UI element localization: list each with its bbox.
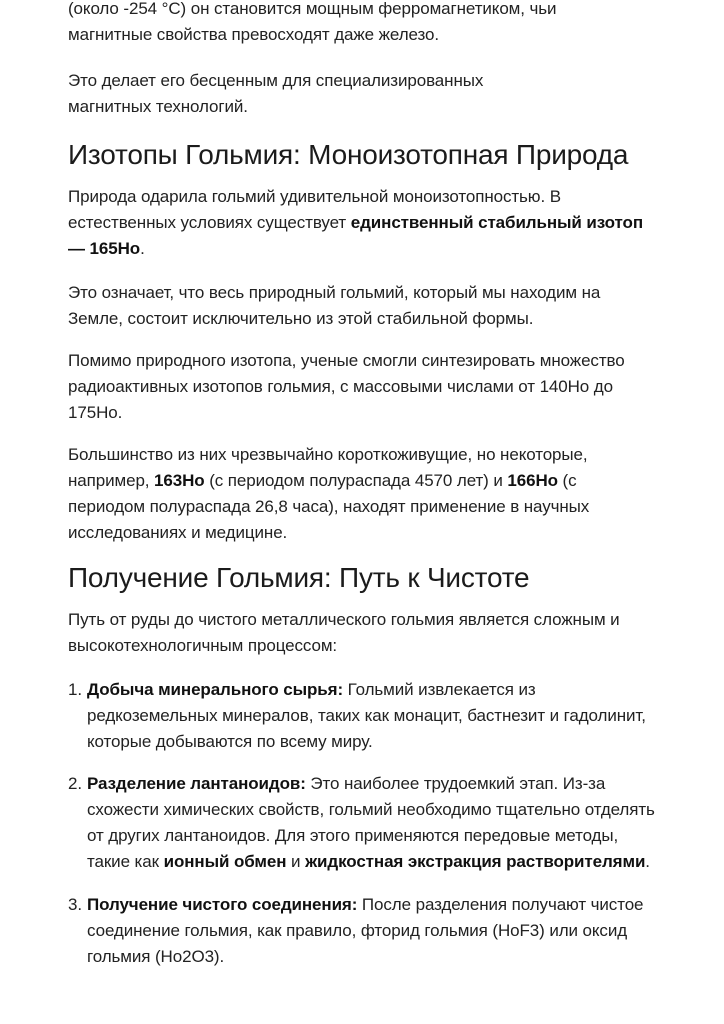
intro-continuation-line1: (около -254 °C) он становится мощным ферромагнетиком, чьи: [68, 0, 557, 18]
intro-continuation-paragraph: [68, 0, 556, 48]
isotope-166ho: 166Ho: [507, 471, 558, 490]
production-intro: Путь от руды до чистого металлического гольмия является сложным и высокотехнологичным процессом:: [68, 610, 620, 655]
isotope-163ho: 163Ho: [154, 471, 205, 490]
step-title: Разделение лантаноидов:: [87, 774, 306, 793]
intro-paragraph: Это делает его бесценным для специализированных магнитных технологий.: [68, 71, 484, 116]
isotopes-paragraph-4: [68, 442, 658, 546]
isotopes-paragraph-3: Помимо природного изотопа, ученые смогли синтезировать множество радиоактивных изотопов гольмия, с массовыми числами от 140Ho до 175Ho.: [68, 351, 625, 422]
list-item: [68, 677, 658, 755]
production-steps-list: [68, 677, 658, 970]
production-heading: Получение Гольмия: Путь к Чистоте: [68, 562, 530, 593]
step-text: .: [645, 852, 650, 871]
isotopes-paragraph-2: Это означает, что весь природный гольмий, который мы находим на Земле, состоит исключительно из этой стабильной формы.: [68, 283, 601, 328]
list-item: [68, 771, 658, 875]
intro-continuation-line2: магнитные свойства превосходят даже железо.: [68, 25, 439, 44]
isotopes-p1-text: Природа одарила гольмий удивительной моноизотопностью. В естественных условиях существует: [68, 187, 561, 232]
isotopes-heading: Изотопы Гольмия: Моноизотопная Природа: [68, 139, 629, 170]
isotopes-paragraph-1: [68, 184, 658, 262]
isotopes-p1-bold: единственный стабильный изотоп — 165Ho: [68, 213, 643, 258]
step-text: Гольмий извлекается из редкоземельных минералов, таких как монацит, бастнезит и гадолинит, которые добываются по всему миру.: [87, 680, 646, 751]
step-bold-solvent-extraction: жидкостная экстракция растворителями: [305, 852, 646, 871]
isotopes-p4-c: (с периодом полураспада 26,8 часа), находят применение в научных исследованиях и медицине.: [68, 471, 590, 542]
step-number: 3.: [68, 895, 82, 914]
isotopes-p4-b: (с периодом полураспада 4570 лет) и: [204, 471, 508, 490]
step-bold-ion-exchange: ионный обмен: [163, 852, 287, 871]
step-number: 1.: [68, 680, 82, 699]
isotopes-p4-a: Большинство из них чрезвычайно короткоживущие, но некоторые, например,: [68, 445, 588, 490]
list-item: [68, 892, 658, 970]
step-text: и: [286, 852, 306, 871]
step-text: После разделения получают чистое соединение гольмия, как правило, фторид гольмия (HoF3) или оксид гольмия (Ho2O3).: [87, 895, 644, 966]
step-title: Добыча минерального сырья:: [87, 680, 344, 699]
step-title: Получение чистого соединения:: [87, 895, 358, 914]
isotopes-p1-end: .: [140, 239, 145, 258]
step-number: 2.: [68, 774, 82, 793]
step-text: Это наиболее трудоемкий этап. Из-за схожести химических свойств, гольмий необходимо тщательно отделять от других лантаноидов. Для этого применяются передовые методы, такие как: [87, 774, 655, 871]
